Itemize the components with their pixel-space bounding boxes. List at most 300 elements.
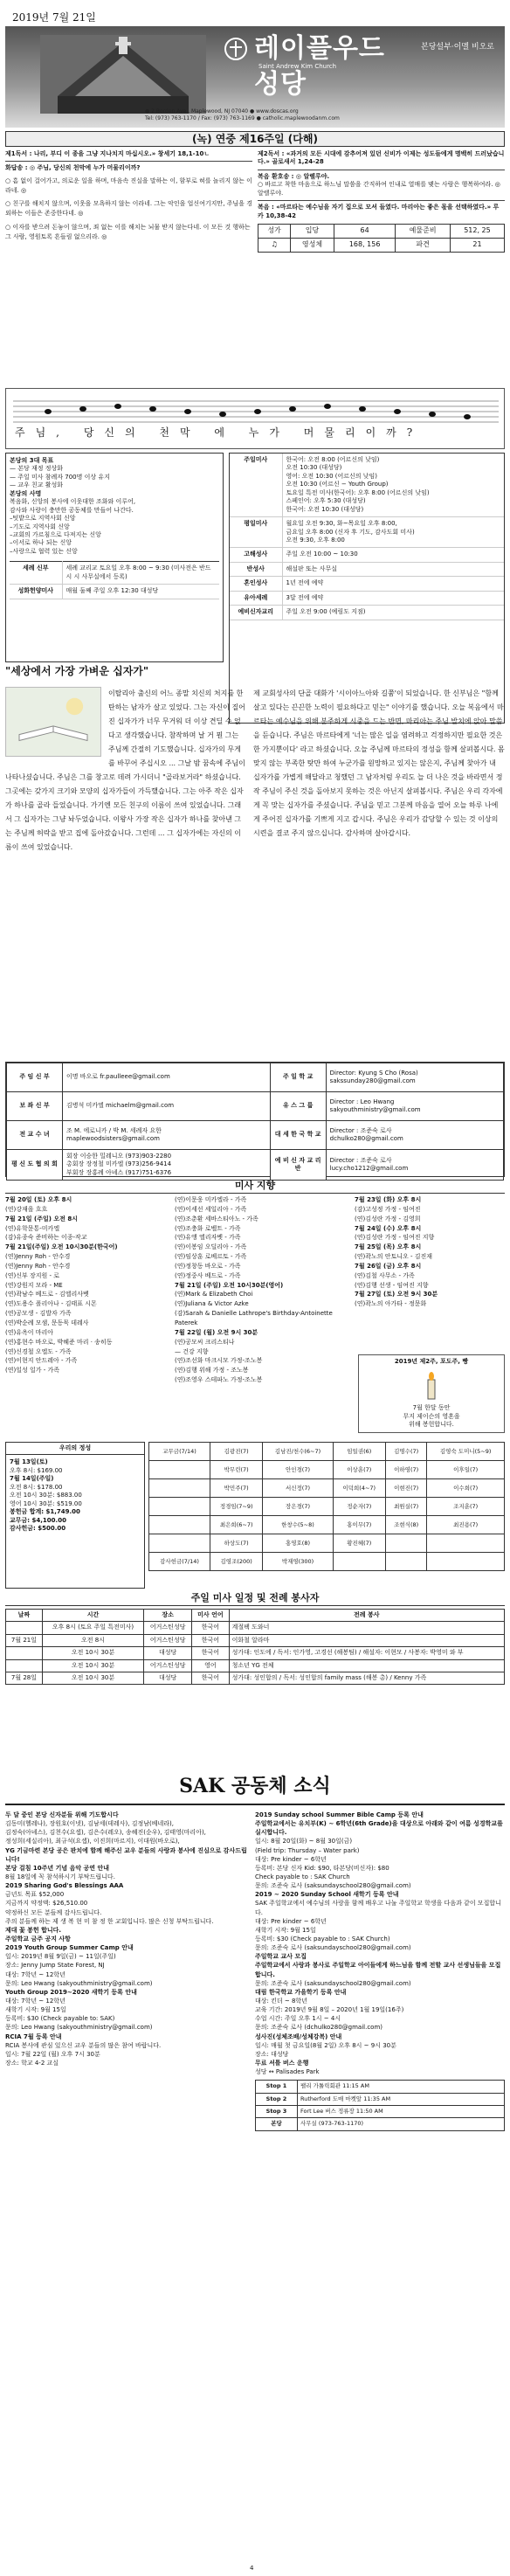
mass-intention-line: (연)곽남수 베드로 - 김엘리사벳 [5,1291,89,1298]
sak-news-line: 금년도 목표 $52,000 [5,1891,65,1899]
mass-intention-line: 7월 22일 (월) 오전 9시 30분 [175,1328,258,1336]
mass-intention-line: (연)곽노의 안토니오 - 김진재 [355,1253,433,1261]
church-header [5,26,505,128]
offering-grid-cell: 홍이무(7) [333,1516,385,1534]
offering-grid-cell: 한창수(5~8) [263,1516,333,1534]
staff-role: 주 임 신 부 [7,1063,63,1092]
church-name-en: Saint Andrew Kim Church [258,63,337,70]
hymn-cell: 성가 [258,225,291,239]
church-name-kr: 레이플우드 성당 [254,33,385,100]
sak-news-line: 두 달 중인 본당 신자분들 위해 기도합시다 [5,1811,119,1818]
goal-line: –텃밭으로 지역사회 신앙 [10,515,76,523]
sak-news-left [5,1811,250,2571]
offerings-grid-box [148,1442,505,1589]
staff-contact: Director : 조준숙 로사 lucy.cho1212@gmail.com [326,1150,503,1181]
open-bible-image [5,687,101,757]
offering-grid-cell [149,1479,210,1498]
service-value: 1년 전에 예약 [282,577,504,591]
bus-stop-cell: Stop 2 [256,2093,298,2105]
flower-offering-box [358,1354,505,1433]
sak-news-line: 약정하신 모든 분들께 감사드립니다. [5,1908,102,1916]
offering-grid-cell: 정순자(7) [333,1498,385,1516]
offering-line: 오전 8시: $178.00 [10,1483,63,1491]
mass-intention-line: (연)Jenny Roh - 안수경 [5,1262,71,1270]
staff-directory [5,1062,505,1177]
readings-section [5,150,505,386]
mass-intention-line: (연)공모씨 크리스티나 [175,1338,235,1346]
offering-grid-cell: 박민주(7) [210,1479,263,1498]
mass-column-1 [5,1195,169,1375]
sacrament-value: 세례 교리교 토요일 오후 8:00 ~ 9:30 (미사전은 반드시 시 사무실에서 등록) [62,562,219,585]
sermon-body [5,687,505,1063]
sak-news-line: 장소: Jenny Jump State Forest, NJ [5,1962,105,1970]
bus-stop-cell: Rutherford 도매 마켓앞 11:35 AM [298,2093,505,2105]
mass-intention-line: (연)정창동 바오로 - 가족 [175,1262,241,1270]
staff-contact: 조 M. 에로니카 / 박 M. 세례자 요한 maplewoodsisters@gmail.com [63,1121,271,1150]
header-staff-line: 본당설부·이멜 비오로 [421,43,494,52]
sak-news-line: 제대 꽃 봉헌 합니다. [5,1926,62,1934]
offering-grid-cell: 조지훈(7) [427,1498,505,1516]
offering-grid-cell: 안인경(7) [263,1461,333,1479]
readings-left [5,150,252,242]
schedule-header-cell: 시간 [42,1609,143,1621]
schedule-header-cell: 전례 봉사 [229,1609,504,1621]
offering-grid-cell: 임일권(6) [333,1443,385,1461]
offering-grid-cell: 조현식(8) [385,1516,426,1534]
staff-contact: Director : Leo Hwang sakyouthministry@gmail.com [326,1092,503,1121]
flower-offering-title: 2019년 제2주, 포도주, 빵 [394,1358,469,1365]
service-label: 예비신자교리 [230,606,282,620]
candle-icon [414,1368,449,1402]
service-label: 고해성사 [230,548,282,562]
first-reading: 제1독서 : 나리, 부디 이 종을 그냥 지나치지 마십시오.» 창세기 18,1-10ㄴ [5,150,210,157]
sak-news-line: 문의: 조준숙 로사 (dchulko280@gmail.com) [255,2024,383,2032]
church-building-image [40,35,206,114]
offering-grid-cell: 김명수(7) [385,1443,426,1461]
schedule-cell: 한국어 [192,1622,229,1634]
alleluia-text: ○ 바르고 착한 마음으로 하느님 말씀을 간직하여 인내로 열매를 맺는 사람은 행복하여라. ◎ 알렐루야. [258,181,500,197]
liturgy-title: (녹) 연중 제16주일 (다해) [5,131,505,147]
schedule-cell: 7월 21일 [6,1634,43,1646]
sak-news-line: 문의: Leo Hwang (sakyouthministry@gmail.com) [5,1979,153,1987]
offering-grid-cell: 이덕희(4~7) [333,1479,385,1498]
mass-intention-line: 7월 23일 (화) 오후 8시 [355,1196,422,1203]
goal-line: –이서로 하나 되는 신앙 [10,539,72,547]
hymn-cell: 64 [334,225,395,239]
offering-grid-cell: 황진혜(7) [333,1534,385,1553]
offering-grid-cell: 이현진(7) [385,1479,426,1498]
psalm-music-strip [5,388,505,449]
staff-role: 보 좌 신 부 [7,1092,63,1121]
schedule-cell: 계절팩 도와너 [229,1622,504,1634]
schedule-cell: 한국어 [192,1672,229,1685]
offering-grid-cell [149,1516,210,1534]
staff-role: 예 비 신 자 교 리 반 [270,1150,326,1181]
offering-grid-cell [333,1553,385,1571]
offering-grid-cell: 서신정(7) [263,1479,333,1498]
sak-news-line: 교육 기간: 2019년 9월 8일 – 2020년 1월 19일(16주) [255,2006,404,2014]
sak-news-line: 성사진(성체조배/성체강복) 안내 [255,2032,342,2040]
mass-intention-line: 7월 21일 (주일) 오전 10시30분(영어) [175,1281,284,1289]
offering-line: 감사헌금: $500.00 [10,1524,66,1532]
sak-news-line: YG 기금마련 본당 공은 판치에 함께 해주신 교우 분들의 사랑과 봉사에 진심으로 감사드립니다! [5,1846,247,1863]
shuttle-bus-table [255,2080,505,2131]
offering-grid-cell [385,1534,426,1553]
goal-line: –기도로 지역사회 신앙 [10,523,70,530]
sak-news-line: Youth Group 2019~2020 새학기 등록 안내 [5,1988,137,1996]
sak-news-line: 문의: 조준숙 로사 (saksundayschool280@gmail.com) [255,1944,411,1952]
sak-news-line: 주일학교 교사 모집 [255,1953,307,1961]
mass-intention-line: (연)조영우 스테파노 가정-조노봉 [175,1376,263,1384]
sermon-title: "세상에서 가장 가벼운 십자가" [5,665,149,677]
staff-table [6,1063,504,1181]
sak-news-line: 김동미(헬레나), 장원호(이넷), 김남세(데레사), 김정남(베네라), [5,1820,174,1828]
sak-news-line: 주일학교에서 사랑과 봉사로 주일학교 아이들에게 하느님을 함께 전할 교사 선생님들을 모집합니다. [255,1962,501,1978]
sak-news-line: 대상: 7학년 ~ 12학년 [5,1970,65,1978]
mass-intention-line: (연)홍현수 바오로, 박혜준 마리 · 송히동 [5,1338,113,1346]
staff-contact: 김병석 미카엘 michaelm@gmail.com [63,1092,271,1121]
staff-contact: 이명 바오로 fr.paulleee@gmail.com [63,1063,271,1092]
schedule-header-cell: 장소 [144,1609,192,1621]
mass-column-3 [355,1195,505,1309]
offering-grid-cell: 장은경(7) [263,1498,333,1516]
service-value: 월요일 오전 9:30, 화~목요일 오후 8:00, 금요일 오후 8:00 (신자 후 기도, 감사도회 미사) 오전 9:30, 오후 8:00 [282,517,504,548]
sak-news-line: 성당 ↔ Palisades Park [255,2068,320,2076]
sacrament-label: 성화헌양미사 [10,585,62,599]
service-label: 혼인성사 [230,577,282,591]
sak-news-line: 등록비: $30 (Check payable to: SAK) [5,2015,115,2023]
goal-line: 복음화, 신앙의 봉사에 이웃대한 조화와 이루어, [10,498,136,506]
mass-intention-line: 7월 21일(주일) 오전 10시30분(한국어) [5,1243,118,1251]
mass-intention-line: (연)신경철 오엘도 - 가족 [5,1347,72,1355]
schedule-cell [6,1622,43,1634]
schedule-cell: 성가대: 성인합의 / 독서: 성인합의 family mass (해봉 총) / Kenny 가족 [229,1672,504,1685]
mass-intention-line: (연)이문웅 미카엘라 - 가족 [175,1196,247,1203]
mass-intention-line: (연)유옥이 마리아 [5,1328,54,1336]
sak-news-line: 일시: 7월 22일 (월) 오후 7시 30분 [5,2050,100,2058]
offering-grid-cell: 이상훈(7) [333,1461,385,1479]
sak-news-line: 2019 Sunday school Summer Bible Camp 등록 안내 [255,1811,424,1818]
mass-intentions-title: 미사 지향 [5,1180,505,1194]
goal-line: –사랑으로 협력 있는 신앙 [10,547,78,555]
gospel-reading: 복음 : «마르타는 예수님을 자기 집으로 모셔 들였다. 마리아는 좋은 몫을 선택하였다.» 루카 10,38-42 [258,204,500,219]
schedule-header-cell: 날짜 [6,1609,43,1621]
sak-news-line: 2019 Youth Group Summer Camp 안내 [5,1944,134,1952]
sak-news-line: 2019 ~ 2020 Sunday School 새학기 등록 안내 [255,1891,399,1899]
service-label: 주일미사 [230,454,282,517]
sak-news-line: 대림 한국학교 가을학기 등록 안내 [255,1988,347,1996]
offering-grid-cell: 홍영호(8) [263,1534,333,1553]
sak-news-line: 일시: 8월 20일(화) ~ 8월 30일(금) [255,1838,353,1845]
schedule-cell: 오전 10시 30분 [42,1647,143,1659]
sak-news-line: 등록비: 본당 신자 Kid: $90, 타본당(비신자): $80 [255,1864,389,1872]
offering-grid-cell [149,1534,210,1553]
music-staff-image [13,398,499,424]
mass-intention-line: (연)Juliana & Victor Azke [175,1300,249,1308]
sak-news-line: 새학기 시작: 9월 15일 [5,2006,66,2014]
sak-news-line: 주의 분들께 하는 제 생 복 현 미 참 정 한 교회입니다. 많은 신청 부탁드립니다. [5,1917,214,1925]
sak-news-line: 일시: 매월 첫 금요일(8월 2일) 오후 8시 ~ 9시 30분 [255,2041,396,2049]
sak-news-line: SAK 주일학교에서 예수님의 사랑을 함께 배우고 나눌 주일학교 학생을 다음과 같이 모집합니다. [255,1900,501,1916]
sak-news-line: 8월 18일에 꼭 참석하시기 부탁드립니다. [5,1873,115,1880]
hymn-cell: 입당 [291,225,334,239]
offering-grid-cell: 최원실(7) [385,1498,426,1516]
sak-news-line: 지금까지 약정액: $26,510.00 [5,1900,88,1908]
mass-intention-line: (연)김성란 가정 - 김영희 [355,1215,421,1222]
sak-news-line: 2019 Sharing God's Blessings AAA [5,1882,124,1890]
offering-grid-cell: 교무금(7/14) [149,1443,210,1461]
schedule-cell: 오후 8시 (토요 주일 특전미사) [42,1622,143,1634]
sak-news-line: (Field trip: Thursday – Water park) [255,1846,360,1854]
sak-news-line: 본당 걸침 10주년 기념 음악 공연 안내 [5,1864,110,1872]
goals-title: 본당의 3대 목표 [10,457,54,464]
sak-news-line: 장소: 학교 4-2 교실 [5,2059,59,2067]
sermon-column-left [5,687,246,855]
offering-grid-cell: 김영조(200) [210,1553,263,1571]
goal-line: — 교우 친교 활성화 [10,481,64,489]
service-table [230,454,504,620]
staff-contact: Director: Kyung S Cho (Rosa) sakssunday280@gmail.com [326,1063,503,1092]
mass-intention-line: (연)이세선 세일리아 - 가족 [175,1205,247,1213]
mass-intention-line: (연)유앵 엘리자벳 - 가족 [175,1234,241,1242]
goal-line: — 주일 미사 참례자 700명 이상 유지 [10,473,110,481]
sak-news-line: 문의: 조준숙 로사 (saksundayschool280@gmail.com) [255,1979,411,1987]
staff-role: 주 일 학 교 [270,1063,326,1092]
mass-intention-line: (연)곽노의 아가타 - 정문화 [355,1300,427,1308]
mass-intention-line: (연)유학문통-미카엘 [5,1224,60,1232]
mass-intention-line: (연)이봉임 오딜리아 - 가족 [175,1243,247,1251]
bus-stop-cell: Stop 3 [256,2106,298,2118]
offerings-title: 우리의 정성 [6,1443,144,1455]
offerings-lines [6,1455,144,1536]
church-emblem-icon [224,37,248,61]
schedule-cell: 7월 28일 [6,1672,43,1685]
mass-intention-line: (연)김행 위해 가정 - 조노봉 [175,1367,249,1375]
mass-intention-line: (연)김철 사무소 - 가족 [355,1271,415,1279]
offerings-summary-box [5,1442,145,1589]
church-address: ● 2 Borden Ave., Maplewood, NJ 07040 ● www.doscas.org Tel: (973) 763-1170 / Fax: (973) 763-1169 ● catholic.maplewoodanm.com [145,107,340,121]
staff-role: 유 스 그 룹 [270,1092,326,1121]
sak-news-line: 대상: 7학년 ~ 12학년 [5,1997,65,2005]
readings-right [258,150,505,253]
offering-line: 봉헌금 합계: $1,749.00 [10,1508,80,1516]
psalm-response: 화답송 : ◎ 주님, 당신의 천막에 누가 머물리이까? [5,164,141,172]
alleluia-heading: 복음 환호송 : ◎ 알렐루야. [258,172,330,180]
mass-intention-line: — 건강 지향 [175,1347,209,1355]
sak-news-line: 대상: 킨더 ~ 8학년 [255,1997,307,2005]
sak-news-line: RCIA 봉사에 관심 있으신 교우 분들의 많은 참여 바랍니다. [5,2041,162,2049]
schedule-cell [6,1647,43,1659]
offering-grid-cell [427,1534,505,1553]
staff-contact: Director : 조준숙 로사 dchulko280@gmail.com [326,1121,503,1150]
service-value: 한국어: 오전 8:00 (어르신의 낮임) 오전 10:30 (대성당) 영어: 오전 10:30 (어르신의 낮임) 오전 10:30 (어르신 − Youth Group) 토요일 특전 미사(한국어): 오후 8:00 (어르신의 낮임) 스페인어: 오후 5:30 (대성당) 한국어: 오전 10:30 (대성당) [282,454,504,517]
mass-intention-line: 7월 24일 (수) 오후 8시 [355,1224,422,1232]
sak-news-line: 일시: 2019년 8월 9일(금) ~ 11일(주일) [5,1953,116,1961]
offering-line: 영어 10시 30분: $519.00 [10,1499,82,1507]
bus-stop-cell: 사무실 (973-763-1170) [298,2118,505,2130]
sak-news-title: SAK 공동체 소식 [5,1774,505,1805]
schedule-cell: 대성당 [144,1672,192,1685]
staff-contact: 회장 이승한 밀레니오 (973)903-2280 총회장 장정철 미카엘 (973)256-9414 부회장 장홍례 아녜스 (917)751-6376 [63,1150,271,1181]
sak-news-line: 주일학교에서는 유치부(K) ~ 6학년(6th Grade)을 대상으로 아래와 같이 여름 성경학교를 실시합니다. [255,1820,503,1837]
hymn-table [258,224,505,253]
mass-intention-line: (감)Sarah & Danielle Lathrope's Birthday-Antoinette Paterek [175,1310,333,1326]
schedule-cell: 영어 [192,1659,229,1672]
offering-line: 오후 8시: $169.00 [10,1466,63,1474]
offering-line: 교무금: $4,100.00 [10,1516,66,1524]
mass-intention-line: (연)이현지 안드레아 - 가족 [5,1357,78,1365]
service-value: 3달 전에 예약 [282,591,504,605]
goal-line: –교회의 가르침으로 다져지는 신앙 [10,530,101,538]
service-value: 주일 오전 9:00 (예림도 지점) [282,606,504,620]
parish-goals-box [5,453,224,662]
mass-intention-line: 7월 21일 (주일) 오전 8시 [5,1215,78,1222]
offerings-section [5,1442,505,1590]
hymn-cell: ♫ [258,238,291,252]
sak-news-line: 김정숙(아녜스), 김천수(요셉), 김은수(레오), 송혜진(순우), 김태영(마리아), [5,1829,206,1837]
mass-column-2 [175,1195,349,1385]
offering-grid-cell [385,1553,426,1571]
mass-intention-line: (연)신부 장지원 - 로 [5,1271,59,1279]
offering-line: 오전 10시 30분: $883.00 [10,1492,82,1499]
sak-news-line: 대상: Pre kinder ~ 6학년 [255,1917,327,1925]
sak-news-line: 장소: 대성당 [255,2050,289,2058]
offering-grid-cell: 박무린(7) [210,1461,263,1479]
psalm-verse: ○ 이자를 받으려 돈놓이 않으며, 죄 없는 이를 해치는 뇌물 받지 않는다네. 이 모든 것 행하는 그 사람, 영원토록 흔들림 없으리라. ◎ [5,223,251,240]
sak-news-line: 문의: 조준숙 로사 (saksundayschool280@gmail.com) [255,1882,411,1890]
mass-intention-line: (연)조춘환 세바스티아노 - 가족 [175,1215,258,1222]
schedule-cell: 오전 8시 [42,1634,143,1646]
schedule-cell: 어거스틴성당 [144,1659,192,1672]
offering-grid-cell [149,1461,210,1479]
mass-intention-line: 7월 20일 (토) 오후 8시 [5,1196,72,1203]
hymn-cell: 512, 25 [450,225,504,239]
mass-schedule-title: 주일 미사 일정 및 전례 봉사자 [5,1592,505,1606]
offering-grid-cell: 감사헌금(7/14) [149,1553,210,1571]
flower-offering-line: 무지 제이슨의 영혼을 [403,1412,460,1420]
bus-stop-cell: Fort Lee 버스 정류장 11:50 AM [298,2106,505,2118]
sak-news-line: 정성희(세실리아), 최규석(요셉), 이진희(마르지), 이대원(바오로), [5,1838,180,1845]
mass-intention-line: (연)도용수 폴리아나 - 김태표 시몬 [5,1300,97,1308]
church-logo [224,33,398,100]
sermon-text-left: 이탈리아 출신의 어느 종말 치신의 처지를 한탄하는 남자가 살고 있었다. 그는 자신이 질어진 십자가가 너무 무거워 더 이상 견딜 수 없다고 생각했습니다. 참작하며 날 거 뭔 그는 주님께 간절히 기도했습니다. 십자가의 무게를 바꾸어 주십시오 ... 그날 밤 꿈속에 주님이 나타나셨습니다. 주님은 그를 창고로 데려 가시더니 "골라보거라" 하셨습니다. 그곳에는 갖가지 크기와 모양의 십자가들이 가득했습니다. 그는 아주 작은 십자가 하나를 골라 들었습니다. 가기엔 모든 친구의 이름이 쓰여 있었습니다. 그래서 그 십자가는 그냥 놔두었습니다. 이왕사 가장 작은 십자가 하나를 찾아낸 그는 주님께 허락을 받고 집에 돌아갔습니다. 그런데 ... 그 십자가에는 자신의 이름이 쓰여 있었습니다. [5,689,245,851]
staff-role: 전 교 수 녀 [7,1121,63,1150]
goal-line: 본당의 사명 [10,489,42,497]
sak-news-line: 대상: Pre kinder ~ 6학년 [255,1855,327,1863]
hymn-cell: 파견 [396,238,451,252]
mass-schedule-table [5,1609,505,1686]
schedule-header-cell: 미사 언어 [192,1609,229,1621]
flower-offering-line: 7월 한달 동안 [412,1404,451,1412]
sak-news-line: RCIA 7월 등록 안내 [5,2032,62,2040]
mass-intention-line: (감)고성정 가정 - 임여진 [355,1205,421,1213]
schedule-cell: 오전 10시 30분 [42,1672,143,1685]
service-value: 해설판 또는 사무실 [282,562,504,576]
offering-grid-cell: 최진용(7) [427,1516,505,1534]
sacrament-label: 세례 신부 [10,562,62,585]
schedule-cell [6,1659,43,1672]
schedule-cell: 어거스틴성당 [144,1634,192,1646]
schedule-cell: 오전 10시 30분 [42,1659,143,1672]
sak-news-line: 주일학교 금주 공지 사항 [5,1935,71,1942]
psalm-verse: ○ 흠 없이 걸어가고, 의로운 일을 하며, 마음속 진실을 말하는 이, 함부로 혀를 놀리지 않는 이라네. ◎ [5,177,252,195]
bulletin-date: 2019년 7월 21일 [12,11,96,24]
mass-schedule-section [5,1592,505,1771]
sak-news-line: 등록비: $30 (Check payable to : SAK Church) [255,1935,390,1942]
hymn-cell: 영성체 [291,238,334,252]
bus-stop-cell: Stop 1 [256,2081,298,2093]
service-times-box [229,453,505,724]
goal-line: — 본당 재정 정상화 [10,465,64,473]
offerings-grid [148,1442,505,1571]
offering-grid-cell: 이후일(7) [427,1461,505,1479]
mass-intention-line: (연)강원지 모라 - ME [5,1281,63,1289]
mass-intention-line: 7월 25일 (목) 오후 8시 [355,1243,422,1251]
offering-grid-cell: 정경임(7~9) [210,1498,263,1516]
mass-intention-line: (연)공모생 - 김발자 가족 [5,1310,72,1318]
mass-intention-line: (감)유종숙 준비하는 이종-작교 [5,1234,87,1242]
sak-news-line: Check payable to : SAK Church [255,1873,350,1880]
sak-news-right [255,1811,505,2571]
sak-news-line: 무료 셔틀 버스 운행 [255,2059,309,2067]
hymn-cell: 예물준비 [396,225,451,239]
schedule-cell: 이화철 알라마 [229,1634,504,1646]
mass-intention-line: 7월 27일 (토) 오전 9시 30분 [355,1291,438,1298]
mass-intention-line: (연)강재을 흐흐 [5,1205,48,1213]
flower-offering-line: 위해 봉헌합니다. [409,1421,454,1429]
staff-role: 평 신 도 협 의 회 [7,1150,63,1181]
sacrament-table [10,561,219,599]
bus-stop-cell: 팰리 가톨릭회관 11:15 AM [298,2081,505,2093]
schedule-cell: 한국어 [192,1634,229,1646]
offering-grid-cell: 최은희(6~7) [210,1516,263,1534]
offering-grid-cell: 하상도(7) [210,1534,263,1553]
mass-intention-line: (연)일성 일가 - 가족 [5,1367,59,1375]
sacrament-value: 매월 둘째 주일 오후 12:30 대성당 [62,585,219,599]
service-label: 반성사 [230,562,282,576]
offering-line: 7월 13일(토) [10,1458,48,1466]
offering-grid-cell: 이하영(7) [385,1461,426,1479]
second-reading: 제2독서 : «과거의 모든 시대에 감추어져 있던 신비가 이제는 성도들에게 명백히 드러났습니다.» 골로새서 1,24-28 [258,150,505,166]
mass-intention-line: (연)Mark & Elizabeth Choi [175,1291,253,1298]
bus-stop-cell: 본당 [256,2118,298,2130]
sak-news-line: 문의: Leo Hwang (sakyouthministry@gmail.com) [5,2024,153,2032]
mass-intention-line: (연)정중사 베드로 - 가족 [175,1271,241,1279]
sermon-text-right: 제 교회성사의 단골 대화가 '시이아느아와 길쭘'이 되었습니다. 한 신부님은 "함께 살고 있다는 끈끈한 노력이 필요하다고 믿는" 이야기를 했습니다. 오늘 복음에서 마르타는 예수님을 위해 분주하게 시중을 드는 반면, 마리아는 주님 발치에 앉아 말씀을 듣습니다. 주님은 마르타에게 '너는 많은 일을 염려하고 걱정하지만 필요한 것은 한 가지뿐이다' 라고 하셨습니다. 오늘 주님께 마르타의 정성을 함께 살펴봅시다. 몸 맞지 않는 부족한 탓만 하여 누군가를 원망하고 있지는 않은지, 주님께 찾아가 내 십자가를 가볍게 해달라고 청했던 그 남자처럼 우리도 늘 더 나은 것을 바라면서 정작 주님이 주신 것을 돌아보지 못하는 것은 아닌지 살펴봅시다. 주님은 우리 각자에게 꼭 맞는 십자가를 주셨습니다. 주님을 믿고 그분께 마음을 열어 오늘 하루 나에게 주어진 십자가를 기쁘게 지고 갑시다. 주님은 우리가 감당할 수 있는 것 이상의 시련을 결코 주지 않으십니다. 감사하며 살아갑시다. [253,689,505,837]
mass-intention-line: 7월 26일 (금) 오후 8시 [355,1262,422,1270]
mass-intention-line: (연)박순례 모샘, 문동묵 데레사 [5,1319,89,1326]
page-number: 4 [250,2564,254,2572]
sak-news-line: 수업 시간: 주일 오후 1시 ~ 4시 [255,2015,341,2023]
sermon-column-right [253,687,505,841]
mass-intention-line: (연)조선화 마크시모 가정-조노봉 [175,1357,263,1365]
offering-grid-cell: 이수희(7) [427,1479,505,1498]
offering-grid-cell: 김영숙 도미니(5~9) [427,1443,505,1461]
offering-grid-cell: 김광진(7) [210,1443,263,1461]
offering-line: 7월 14일(주일) [10,1475,54,1483]
sak-news-line: 새학기 시작: 9월 15일 [255,1926,316,1934]
offering-grid-cell: 김남진/천수(6~7) [263,1443,333,1461]
psalm-lyric: 주님, 당신의 천막 에 누가 머물리이까? [15,426,424,439]
staff-role: 대 세 한 국 학 교 [270,1121,326,1150]
mass-intention-line: (연)김행 선생 - 임여진 지향 [355,1281,429,1289]
mass-intention-line: (연)임상훈 로베르토 - 가족 [175,1253,247,1261]
schedule-cell: 성가대: 인도에 / 독서: 인가영, 고경선 (해봉팀) / 해설자: 이현모 / 사봉자: 박영미 와 부 [229,1647,504,1659]
schedule-cell: 어거스틴성당 [144,1622,192,1634]
mass-intention-line: (연)김성란 가정 - 임여진 지향 [355,1234,435,1242]
offering-grid-cell: 박재영(300) [263,1553,333,1571]
psalm-verse: ○ 친구를 해치지 않으며, 이웃을 모욕하지 않는 이라네. 그는 악인을 업신여기지만, 주님을 경외하는 이들은 존중한다네. ◎ [5,200,252,218]
